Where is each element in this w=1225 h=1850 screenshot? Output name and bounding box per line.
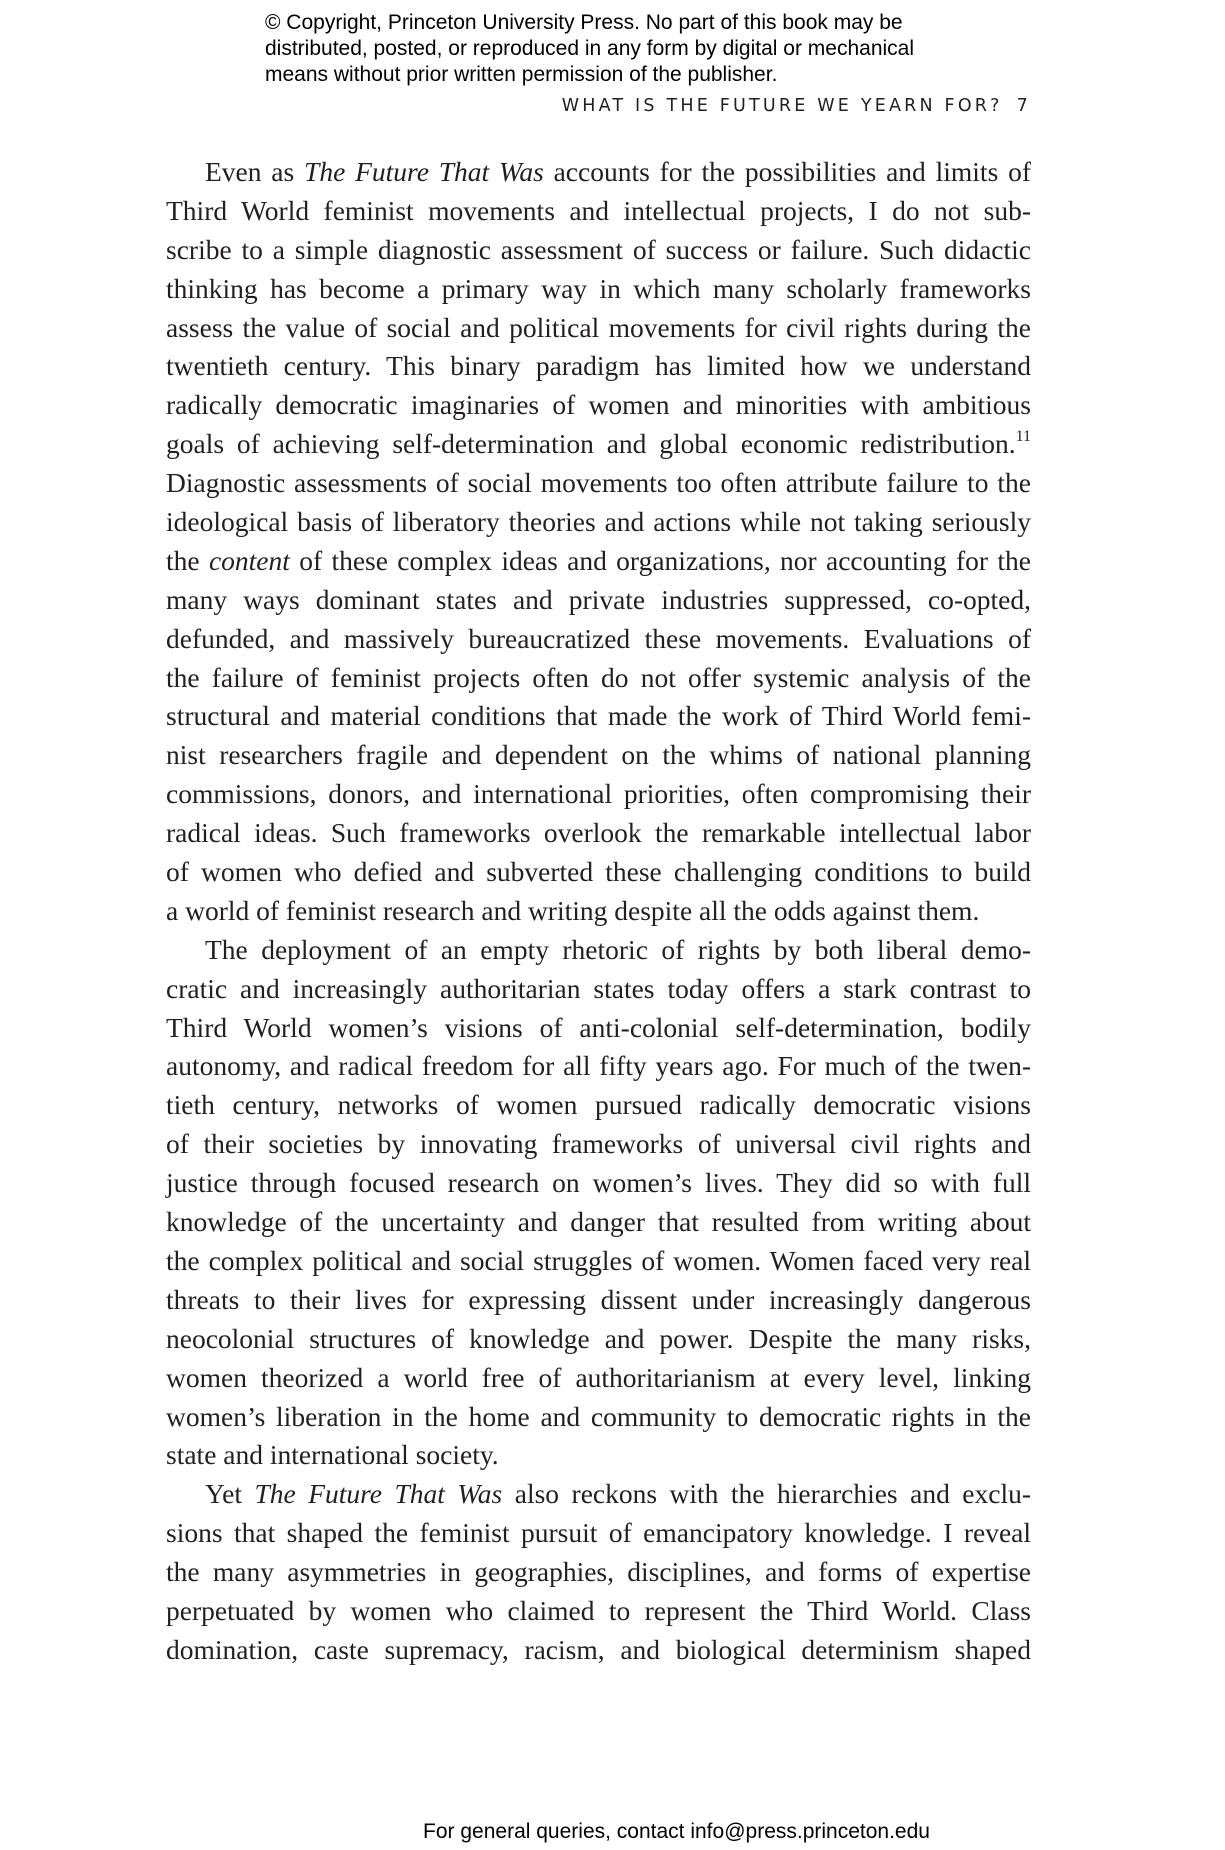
footnote-marker: 11 xyxy=(1015,428,1031,446)
text-line: Yet The Future That Was also reckons with the hierarchies and exclu- xyxy=(205,1478,1032,1510)
running-head-title: WHAT IS THE FUTURE WE YEARN FOR? xyxy=(561,96,1003,116)
text-line: tieth century, networks of women pursued radically democratic visions xyxy=(166,1089,1031,1121)
text-line: goals of achieving self-determination and global economic redistribution.$^{11}$ xyxy=(166,428,1031,460)
text-line: of their societies by innovating frameworks of universal civil rights and xyxy=(166,1128,1031,1160)
text-line: defunded, and massively bureaucratized these movements. Evaluations of xyxy=(166,622,1031,654)
body-text xyxy=(166,153,1031,1670)
text-line: Third World feminist movements and intellectual projects, I do not sub- xyxy=(166,194,1031,226)
text-line: radically democratic imaginaries of women and minorities with ambitious xyxy=(166,389,1031,421)
text-line: the complex political and social struggles of women. Women faced very real xyxy=(166,1244,1031,1276)
text-line: perpetuated by women who claimed to represent the Third World. Class xyxy=(166,1594,1031,1626)
text-line: a world of feminist research and writing despite all the odds against them. xyxy=(166,894,980,926)
book-title: The Future That Was xyxy=(304,156,544,187)
text-line: cratic and increasingly authoritarian states today offers a stark contrast to xyxy=(166,972,1031,1004)
text-line: the failure of feminist projects often do not offer systemic analysis of the xyxy=(166,661,1031,693)
text-line: thinking has become a primary way in which many scholarly frameworks xyxy=(166,272,1031,304)
text-line: women theorized a world free of authoritarianism at every level, linking xyxy=(166,1361,1031,1393)
footer xyxy=(0,1820,1225,1844)
text-line: autonomy, and radical freedom for all fifty years ago. For much of the twen- xyxy=(166,1050,1031,1082)
copyright-line: means without prior written permission of the publisher. xyxy=(265,63,778,86)
text-line: scribe to a simple diagnostic assessment of success or failure. Such didactic xyxy=(166,233,1031,265)
text-line: Diagnostic assessments of social movements too often attribute failure to the xyxy=(166,467,1031,499)
text-line: neocolonial structures of knowledge and power. Despite the many risks, xyxy=(166,1322,1031,1354)
text-line: radical ideas. Such frameworks overlook the remarkable intellectual labor xyxy=(166,817,1031,849)
text-line: ideological basis of liberatory theories and actions while not taking seriously xyxy=(166,506,1031,538)
copyright-notice xyxy=(265,10,1025,88)
text-line: Third World women’s visions of anti-colonial self-determination, bodily xyxy=(166,1011,1031,1043)
text-line: nist researchers fragile and dependent on the whims of national planning xyxy=(166,739,1031,771)
text-line: the many asymmetries in geographies, disciplines, and forms of expertise xyxy=(166,1556,1031,1588)
text-line: sions that shaped the feminist pursuit of emancipatory knowledge. I reveal xyxy=(166,1517,1031,1549)
text-line: women’s liberation in the home and community to democratic rights in the xyxy=(166,1400,1031,1432)
text-line: twentieth century. This binary paradigm has limited how we understand xyxy=(166,350,1031,382)
text-line: the content of these complex ideas and organizations, nor accounting for the xyxy=(166,544,1031,576)
text-line: threats to their lives for expressing dissent under increasingly dangerous xyxy=(166,1283,1031,1315)
book-title: The Future That Was xyxy=(254,1478,503,1510)
text-line: structural and material conditions that made the work of Third World femi- xyxy=(166,700,1031,732)
text-line: many ways dominant states and private industries suppressed, co-opted, xyxy=(166,583,1031,615)
running-head xyxy=(562,96,1031,116)
page-number: 7 xyxy=(1016,96,1031,116)
text-line: Even as The Future That Was accounts for the possibilities and limits of xyxy=(205,156,1031,187)
emphasis: content xyxy=(208,544,290,576)
text-line: assess the value of social and political movements for civil rights during the xyxy=(166,311,1031,343)
text-line: domination, caste supremacy, racism, and biological determinism shaped xyxy=(166,1633,1031,1665)
footer-text: For general queries, contact info@press.princeton.edu xyxy=(423,1820,930,1843)
text-line: The deployment of an empty rhetoric of rights by both liberal demo- xyxy=(205,933,1031,965)
text-line: knowledge of the uncertainty and danger that resulted from writing about xyxy=(166,1206,1031,1238)
text-line: state and international society. xyxy=(166,1439,499,1471)
copyright-line: © Copyright, Princeton University Press. No part of this book may be xyxy=(265,11,903,34)
text-line: commissions, donors, and international priorities, often compromising their xyxy=(166,778,1031,810)
copyright-line: distributed, posted, or reproduced in any form by digital or mechanical xyxy=(265,37,915,60)
text-line: of women who defied and subverted these challenging conditions to build xyxy=(166,856,1031,888)
text-line: justice through focused research on women’s lives. They did so with full xyxy=(166,1167,1031,1199)
